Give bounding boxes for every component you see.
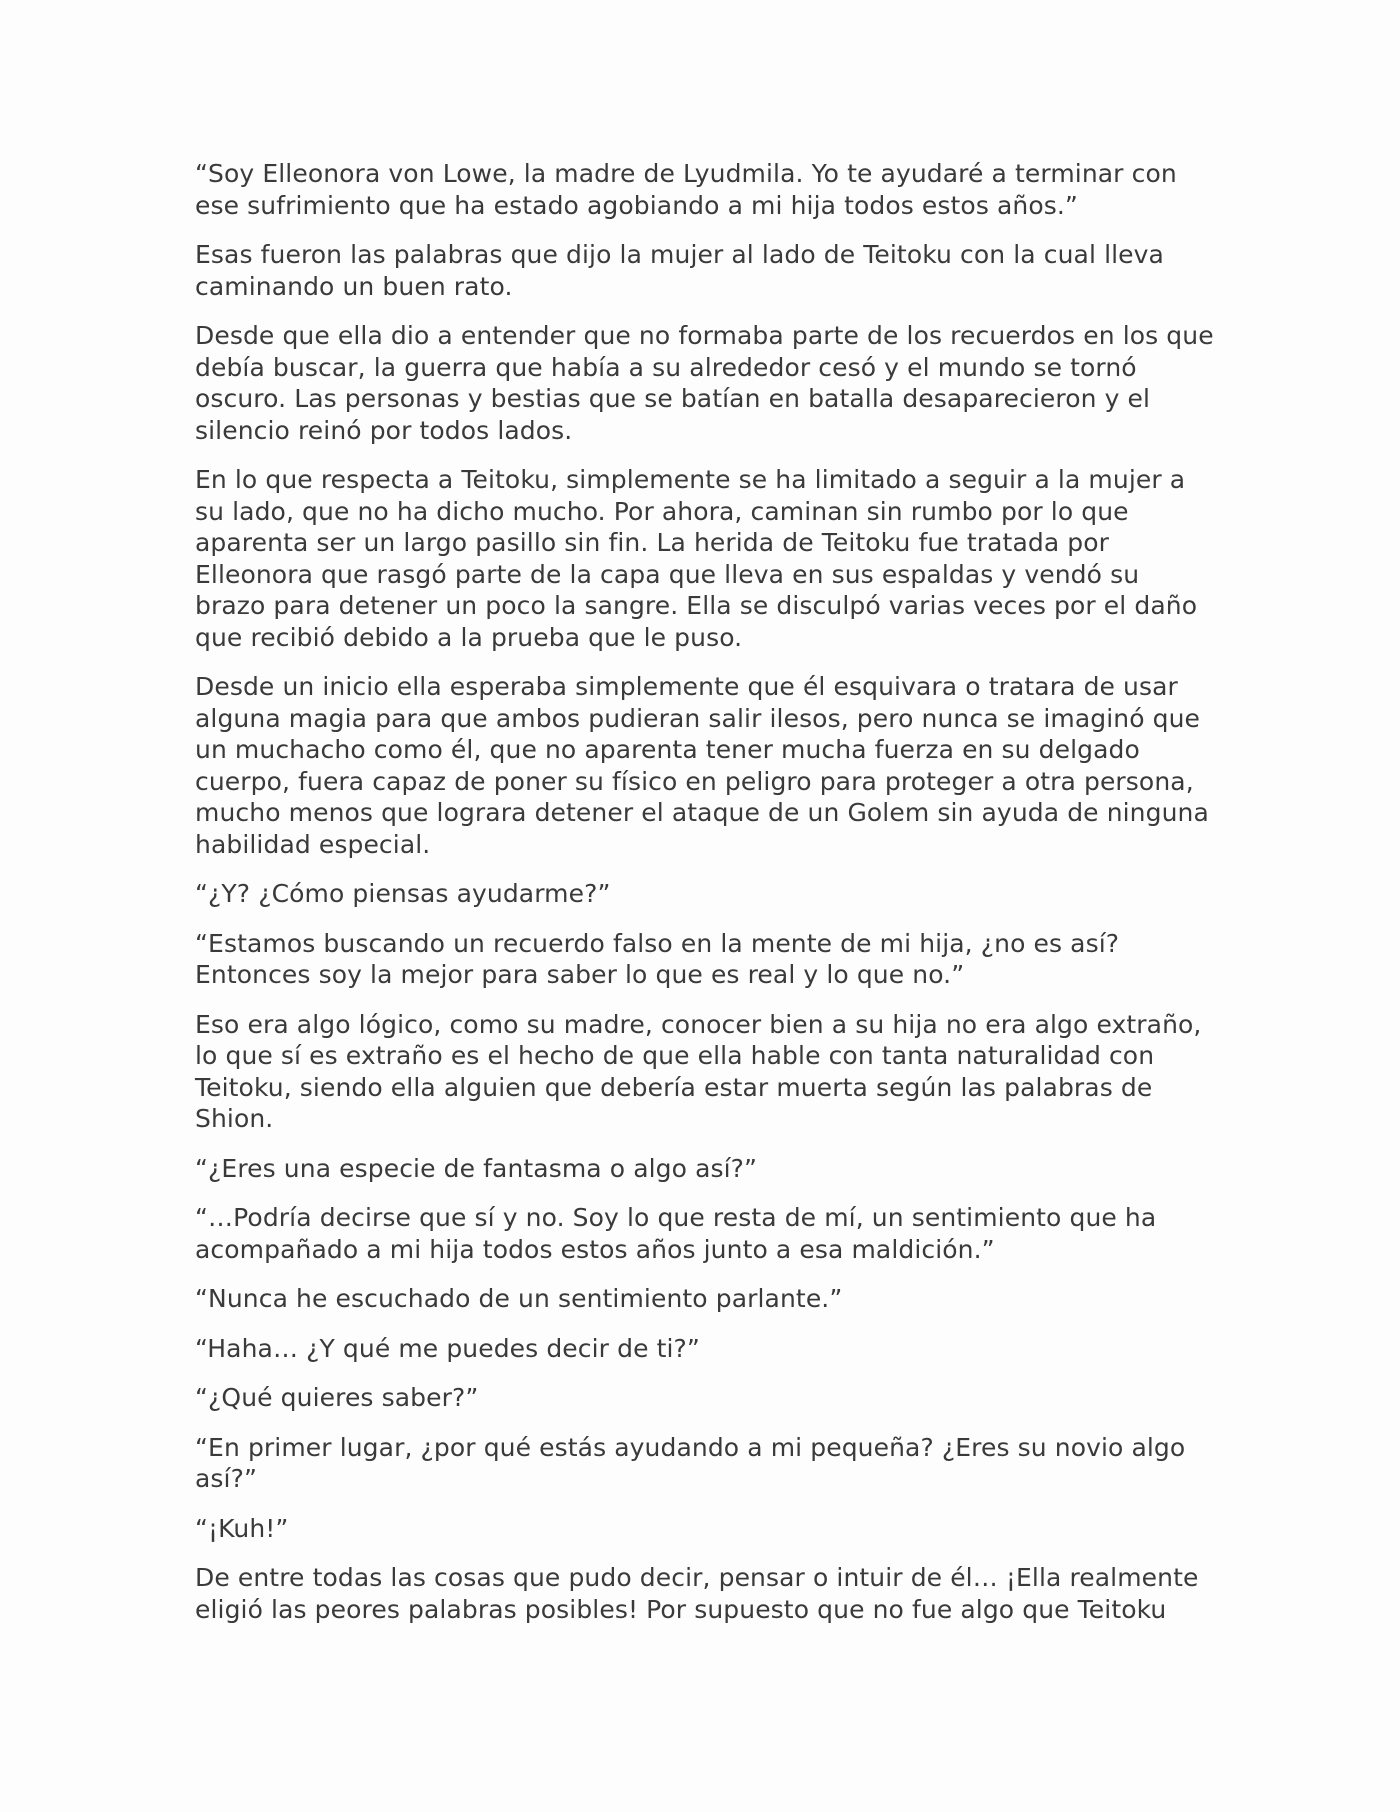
paragraph: Desde que ella dio a entender que no formaba parte de los recuerdos en los que debía buscar, la guerra que había a su alrededor cesó y el mundo se tornó oscuro. Las personas y bestias que se batían en batalla desaparecieron y el silencio reinó por todos lados. xyxy=(195,321,1214,445)
document-body xyxy=(195,158,1215,1643)
dialogue-line: “¡Kuh!” xyxy=(195,1513,289,1543)
paragraph: Desde un inicio ella esperaba simplemente que él esquivara o tratara de usar alguna magia para que ambos pudieran salir ilesos, pero nunca se imaginó que un muchacho como él, que no aparenta tener mucha fuerza en su delgado cuerpo, fuera capaz de poner su físico en peligro para proteger a otra persona, mucho menos que lograra detener el ataque de un Golem sin ayuda de ninguna habilidad especial. xyxy=(195,672,1209,859)
dialogue-line: “En primer lugar, ¿por qué estás ayudando a mi pequeña? ¿Eres su novio algo así?” xyxy=(195,1432,1186,1493)
paragraph: Eso era algo lógico, como su madre, conocer bien a su hija no era algo extraño, lo que sí es extraño es el hecho de que ella hable con tanta naturalidad con Teitoku, siendo ella alguien que debería estar muerta según las palabras de Shion. xyxy=(195,1009,1202,1133)
dialogue-line: “¿Y? ¿Cómo piensas ayudarme?” xyxy=(195,879,611,908)
paragraph: Esas fueron las palabras que dijo la mujer al lado de Teitoku con la cual lleva caminando un buen rato. xyxy=(195,240,1164,301)
dialogue-line: “Nunca he escuchado de un sentimiento parlante.” xyxy=(195,1284,843,1313)
paragraph: En lo que respecta a Teitoku, simplemente se ha limitado a seguir a la mujer a su lado, que no ha dicho mucho. Por ahora, caminan sin rumbo por lo que aparenta ser un largo pasillo sin fin. La herida de Teitoku fue tratada por Elleonora que rasgó parte de la capa que lleva en sus espaldas y vendó su brazo para detener un poco la sangre. Ella se disculpó varias veces por el daño que recibió debido a la prueba que le puso. xyxy=(195,465,1198,652)
dialogue-line: “Estamos buscando un recuerdo falso en la mente de mi hija, ¿no es así? Entonces soy la mejor para saber lo que es real y lo que no.” xyxy=(195,928,1120,989)
dialogue-line: “¿Qué quieres saber?” xyxy=(195,1383,479,1412)
paragraph: “Soy Elleonora von Lowe, la madre de Lyudmila. Yo te ayudaré a terminar con ese sufrimiento que ha estado agobiando a mi hija todos estos años.” xyxy=(195,159,1177,220)
dialogue-line: “…Podría decirse que sí y no. Soy lo que resta de mí, un sentimiento que ha acompañado a mi hija todos estos años junto a esa maldición.” xyxy=(195,1203,1157,1264)
dialogue-line: “Haha… ¿Y qué me puedes decir de ti?” xyxy=(195,1333,700,1363)
dialogue-line: “¿Eres una especie de fantasma o algo así?” xyxy=(195,1153,758,1183)
paragraph: De entre todas las cosas que pudo decir, pensar o intuir de él… ¡Ella realmente eligió las peores palabras posibles! Por supuesto que no fue algo que Teitoku xyxy=(195,1563,1199,1624)
